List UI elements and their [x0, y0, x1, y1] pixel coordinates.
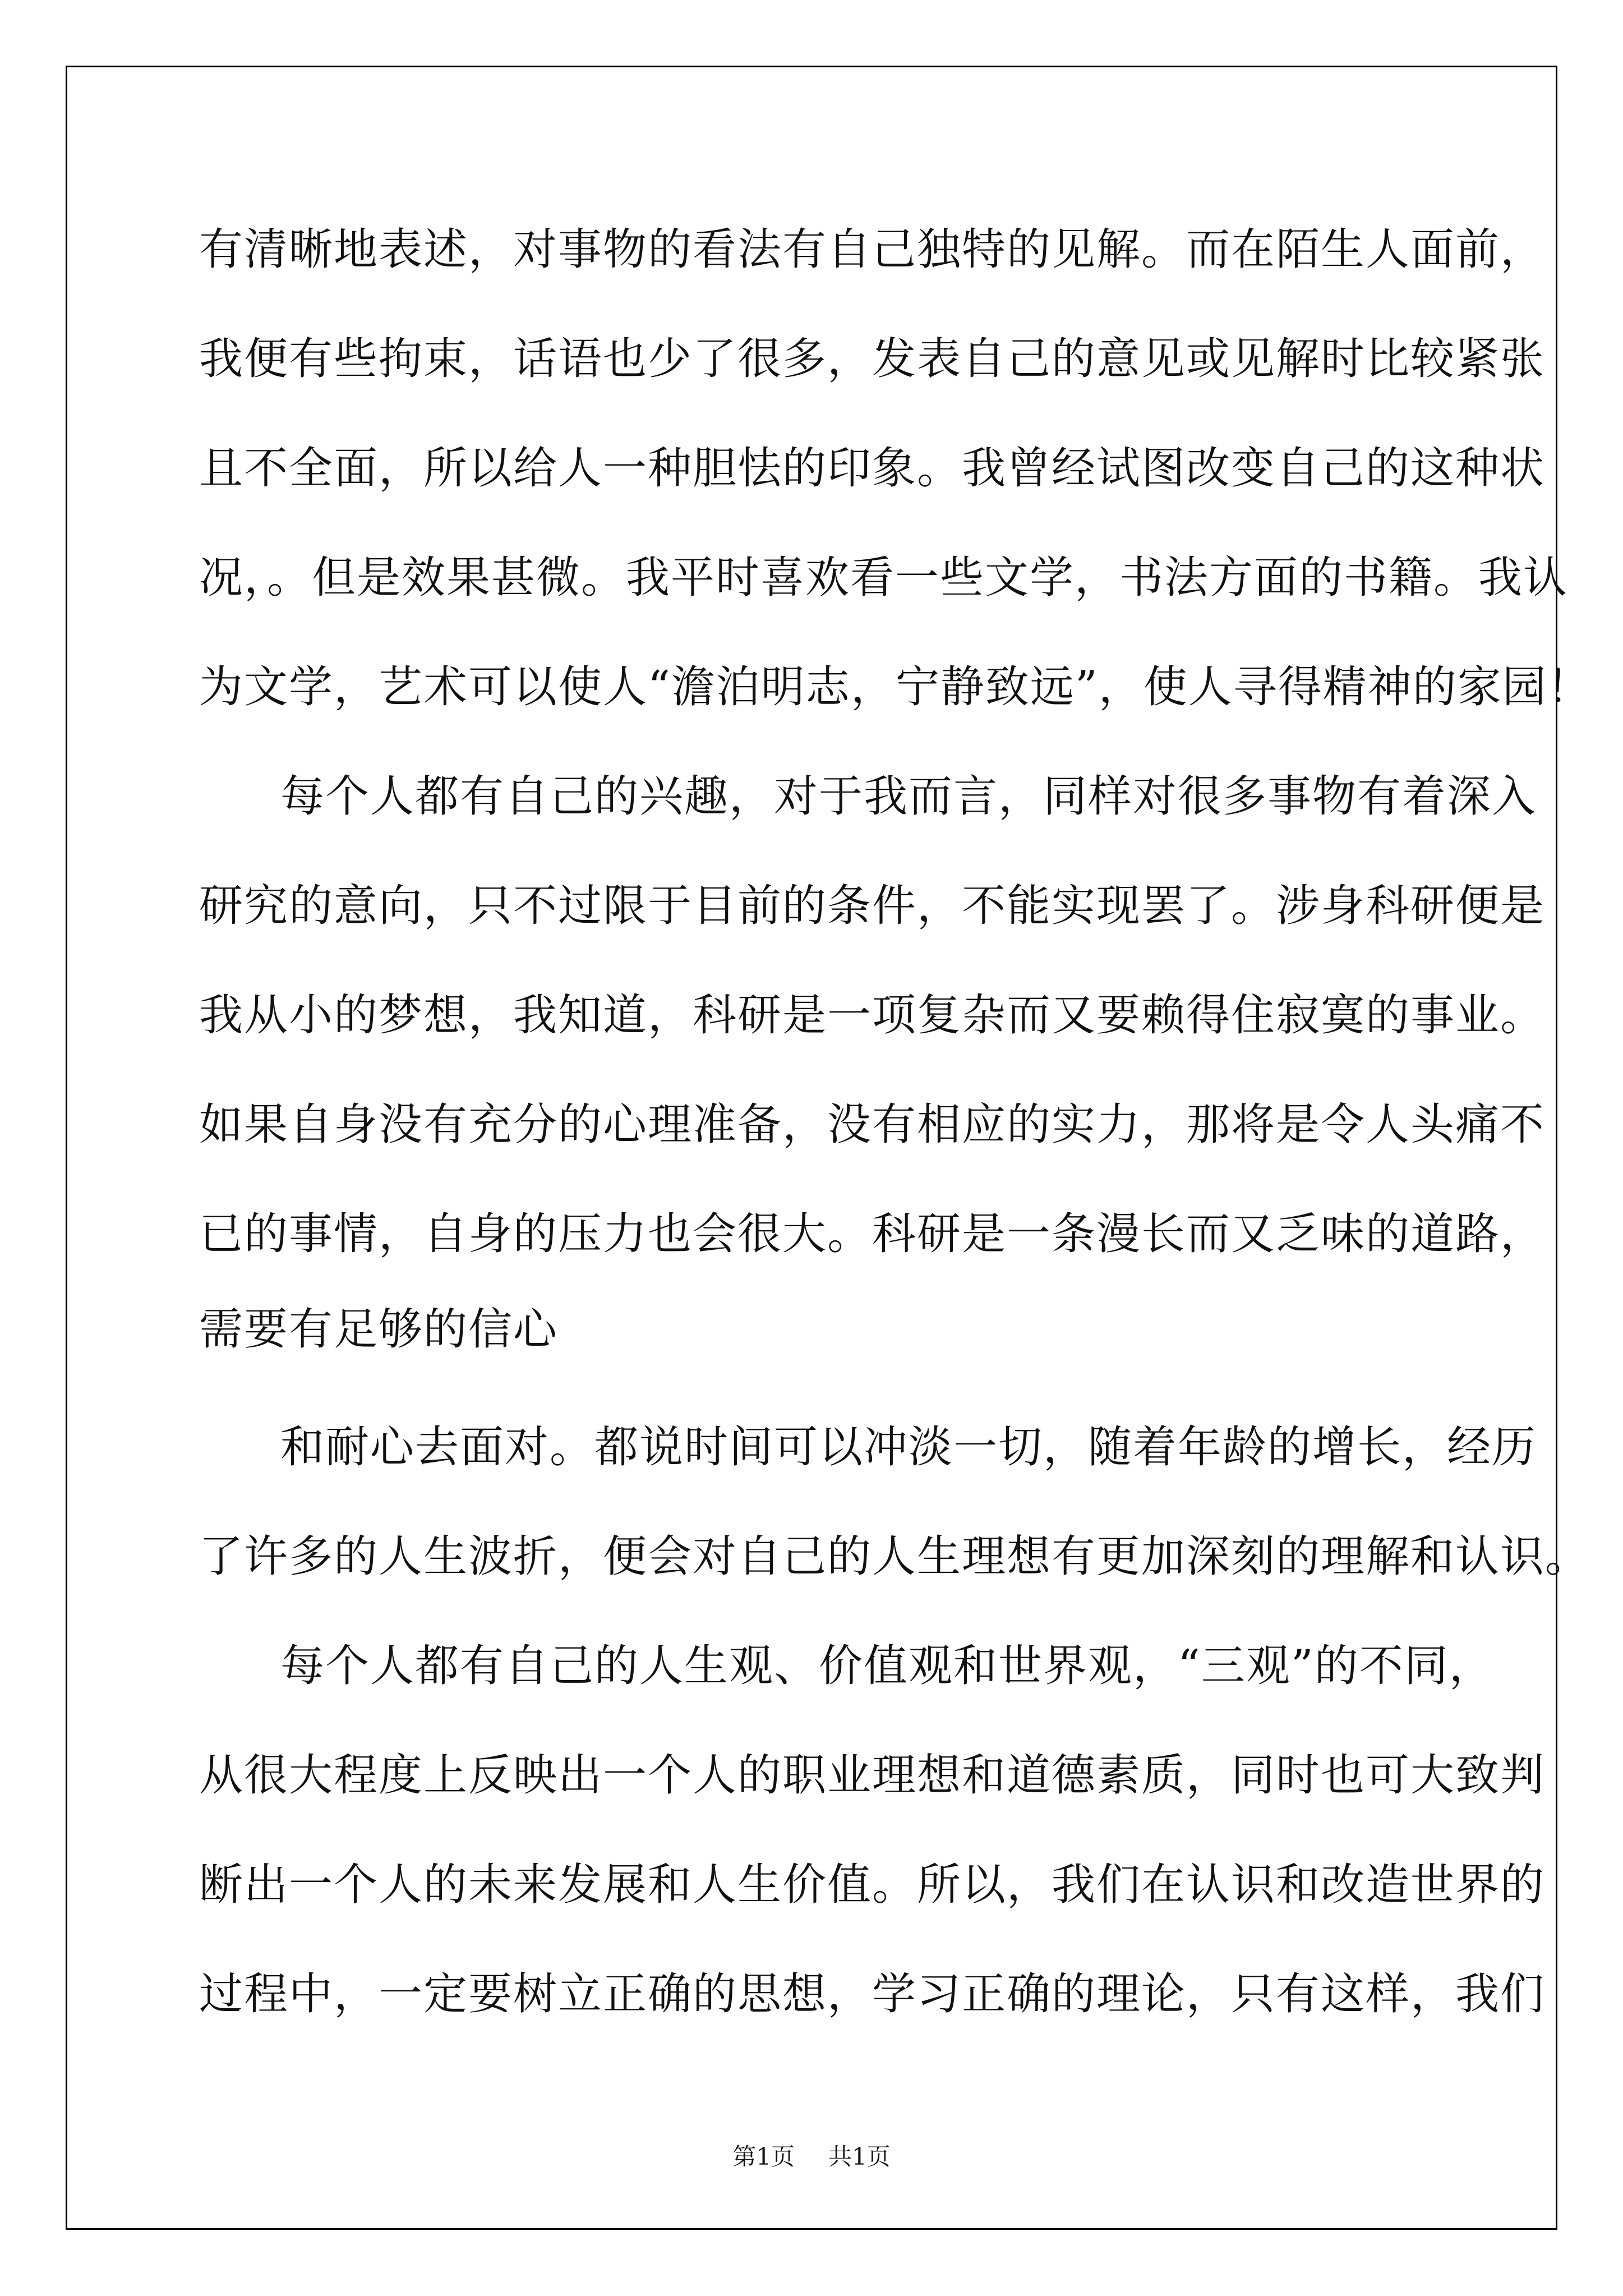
text-line: 有清晰地表述，对事物的看法有自己独特的见解。而在陌生人面前，: [199, 224, 1546, 275]
text-line: 我便有些拘束，话语也少了很多，发表自己的意见或见解时比较紧张: [199, 334, 1546, 384]
text-line: 断出一个人的未来发展和人生价值。所以，我们在认识和改造世界的: [199, 1860, 1546, 1910]
paragraph-start-line: 每个人都有自己的人生观、价值观和世界观，“三观”的不同，: [280, 1641, 1494, 1691]
text-line: 了许多的人生波折，便会对自己的人生理想有更加深刻的理解和认识。: [199, 1531, 1590, 1582]
text-line: 且不全面，所以给人一种胆怯的印象。我曾经试图改变自己的这种状: [199, 443, 1546, 494]
text-line: 需要有足够的信心: [199, 1304, 559, 1355]
page-total: 共1页: [828, 2143, 891, 2170]
text-line: 为文学，艺术可以使人“澹泊明志，宁静致远”，使人寻得精神的家园！: [199, 662, 1592, 712]
text-line: 况，。但是效果甚微。我平时喜欢看一些文学，书法方面的书籍。我认: [199, 553, 1569, 603]
paragraph-start-line: 和耐心去面对。都说时间可以冲淡一切，随着年龄的增长，经历: [280, 1422, 1537, 1473]
text-line: 已的事情，自身的压力也会很大。科研是一条漫长而又乏味的道路，: [199, 1209, 1546, 1259]
paragraph-start-line: 每个人都有自己的兴趣，对于我而言，同样对很多事物有着深入: [280, 771, 1537, 822]
page-footer: [0, 2140, 1623, 2174]
text-line: 从很大程度上反映出一个人的职业理想和道德素质，同时也可大致判: [199, 1750, 1546, 1801]
page-number: 第1页: [732, 2143, 795, 2170]
text-line: 过程中，一定要树立正确的思想，学习正确的理论，只有这样，我们: [199, 1969, 1546, 2019]
text-line: 我从小的梦想，我知道，科研是一项复杂而又要赖得住寂寞的事业。: [199, 990, 1546, 1041]
text-line: 如果自身没有充分的心理准备，没有相应的实力，那将是令人头痛不: [199, 1099, 1546, 1150]
text-line: 研究的意向，只不过限于目前的条件，不能实现罢了。涉身科研便是: [199, 881, 1546, 931]
